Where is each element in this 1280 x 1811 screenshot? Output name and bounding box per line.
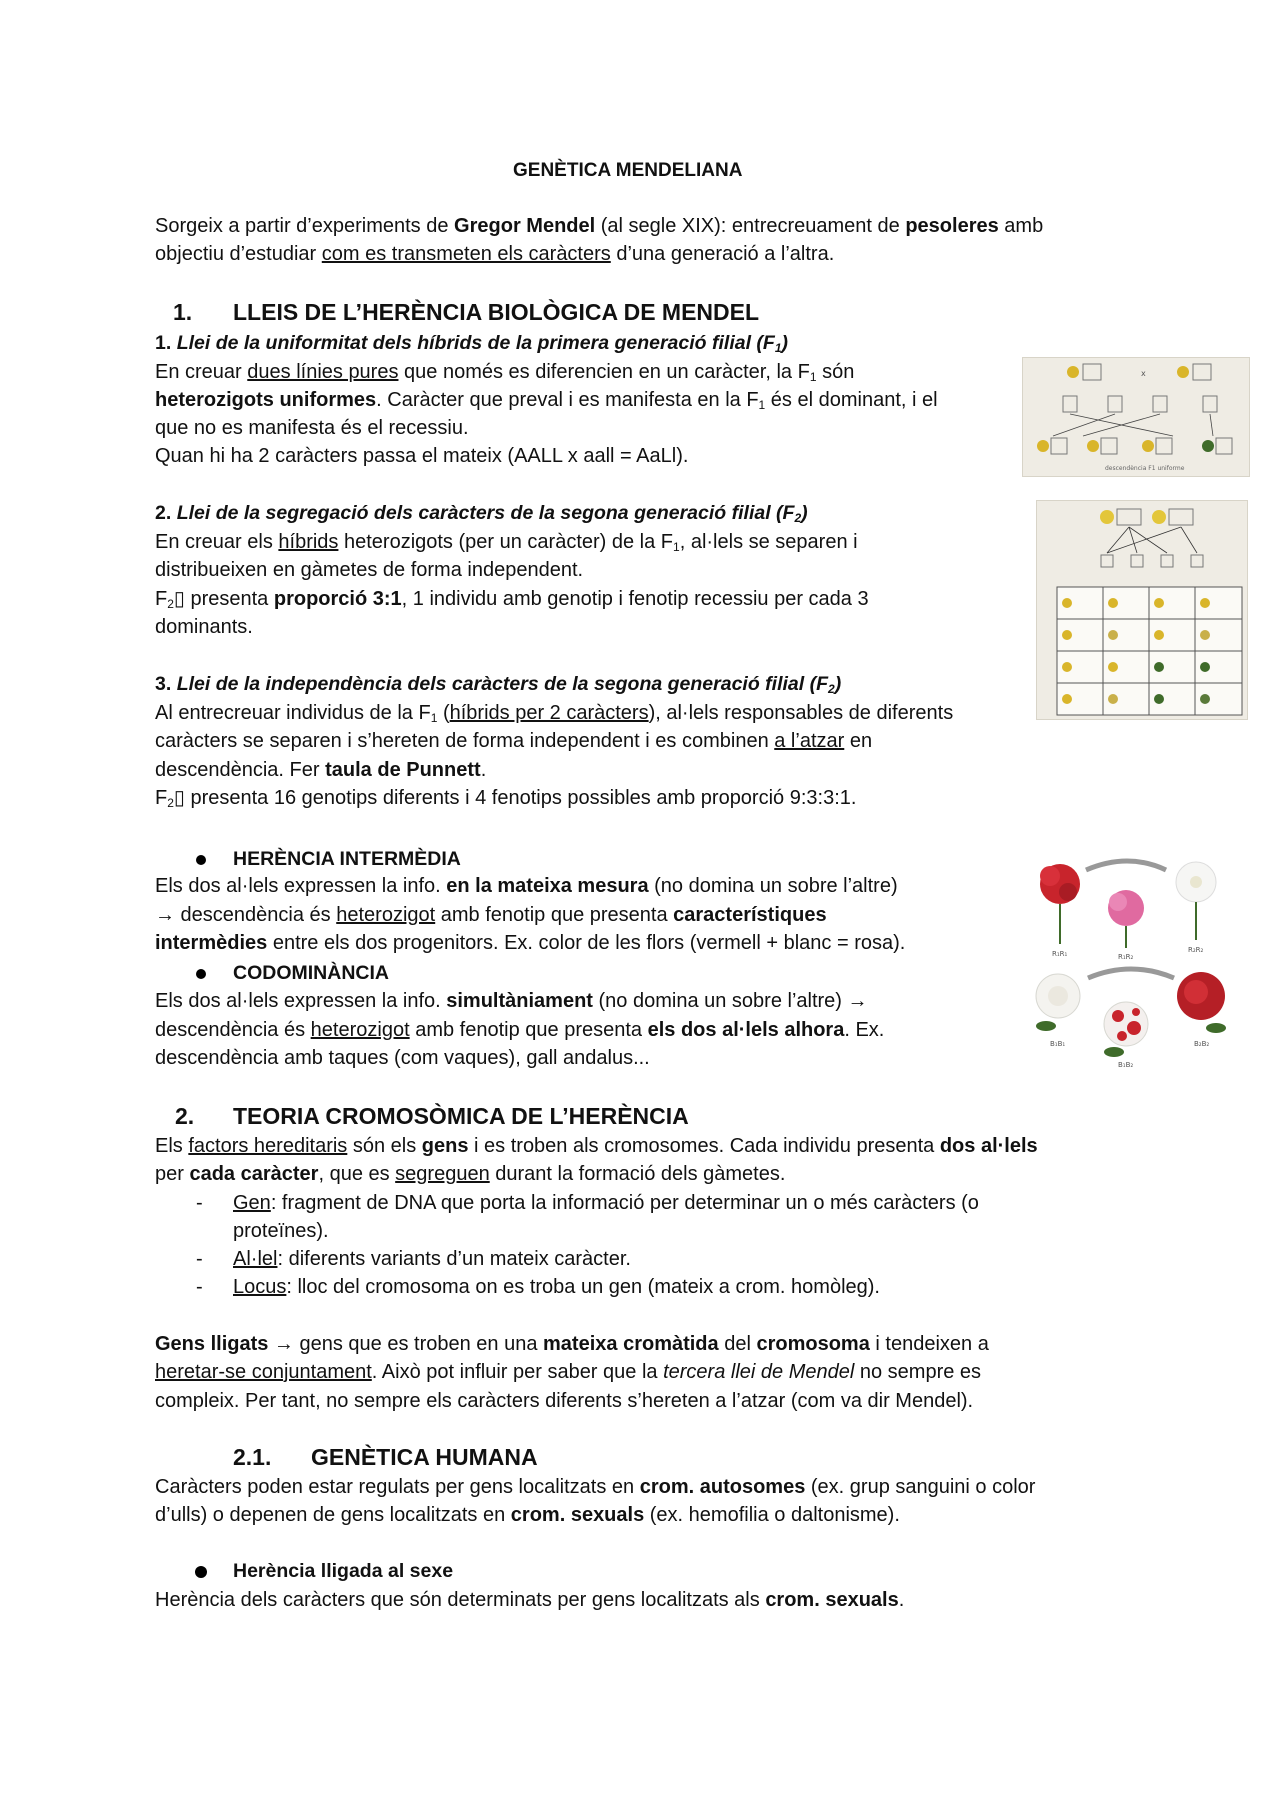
subsection-2-1-number: 2.1. [233,1444,272,1470]
bullet-icon [196,855,206,865]
intro-line-2: objectiu d’estudiar com es transmeten els caràcters d’una generació a l’altra. [155,243,835,265]
f1-cross-diagram [1023,358,1249,476]
law-1-line-1: En creuar dues línies pures que només es diferencien en un caràcter, la $F_1$ són [155,361,855,384]
svg-text:R₁R₁: R₁R₁ [1052,950,1068,958]
law-1-line-2: heterozigots uniformes. Caràcter que preval i es manifesta en la $F_1$ és el dominant, i el [155,389,938,412]
intermediate-heading: HERÈNCIA INTERMÈDIA [233,848,461,870]
human-line-2: d’ulls) o depenen de gens localitzats en crom. sexuals (ex. hemofilia o daltonisme). [155,1504,900,1526]
svg-text:B₁B₂: B₁B₂ [1118,1061,1134,1069]
law-1-line-4: Quan hi ha 2 caràcters passa el mateix (AALL x aall = AaLl). [155,445,689,467]
sex-linked-heading: Herència lligada al sexe [233,1560,454,1582]
codominance-line-3: descendència amb taques (com vaques), gall andalus... [155,1047,650,1069]
linked-genes-line-2: heretar-se conjuntament. Això pot influir per saber que la tercera llei de Mendel no sempre es [155,1361,982,1383]
intermediate-line-1: Els dos al·lels expressen la info. en la mateixa mesura (no domina un sobre l’altre) [155,875,898,897]
page-title: GENÈTICA MENDELIANA [513,160,743,181]
intermediate-line-2: → descendència és heterozigot amb fenotip que presenta característiques [155,904,827,926]
section-2-heading: TEORIA CROMOSÒMICA DE L’HERÈNCIA [233,1103,689,1129]
red-camellia-icon [1177,972,1226,1033]
punnett-grid [1057,587,1242,715]
punnett-diagram [1037,501,1247,719]
linked-genes-line-3: compleix. Per tant, no sempre els caràcters diferents s’hereten a l’atzar (com va dir Mendel). [155,1390,974,1412]
list-item-allele: Al·lel: diferents variants d’un mateix caràcter. [233,1248,631,1270]
svg-text:B₁B₁: B₁B₁ [1050,1040,1066,1048]
svg-text:x: x [1141,369,1146,378]
law-3-title: 3. Llei de la independència dels caràcters de la segona generació filial $(F_2)$ [155,673,842,696]
white-camellia-icon [1036,974,1080,1031]
figure-codominance-flowers [1026,966,1236,1070]
section-2-line-2: per cada caràcter, que es segreguen durant la formació dels gàmetes. [155,1163,786,1185]
law-1-title: 1. Llei de la uniformitat dels híbrids de la primera generació filial $(F_1)$ [155,332,789,355]
spotted-camellia-icon [1104,1002,1148,1057]
pink-flower-icon [1108,890,1144,948]
parent-yellow-pea-icon [1067,366,1079,378]
section-2-line-1: Els factors hereditaris són els gens i es troben als cromosomes. Cada individu presenta dos al·lels [155,1135,1038,1157]
list-item-locus: Locus: lloc del cromosoma on es troba un gen (mateix a crom. homòleg). [233,1276,880,1298]
law-1-line-3: que no es manifesta és el recessiu. [155,417,469,439]
codominance-line-1: Els dos al·lels expressen la info. simultàniament (no domina un sobre l’altre) → [155,990,868,1012]
intro-line-1: Sorgeix a partir d’experiments de Gregor Mendel (al segle XIX): entrecreuament de pesoleres amb [155,215,1044,237]
figure-f1-cross [1022,357,1250,477]
figure-punnett-square [1036,500,1248,720]
law-2-line-2: distribueixen en gàmetes de forma independent. [155,559,584,581]
svg-text:R₁R₂: R₁R₂ [1118,953,1134,960]
list-dash: - [196,1276,203,1298]
list-dash: - [196,1248,203,1270]
svg-text:R₂R₂: R₂R₂ [1188,946,1204,954]
section-2-number: 2. [175,1103,195,1129]
parent-green-pea-icon [1177,366,1189,378]
codominance-heading: CODOMINÀNCIA [233,962,389,984]
sex-linked-line-1: Herència dels caràcters que són determinats per gens localitzats als crom. sexuals. [155,1589,905,1611]
law-3-line-1: Al entrecreuar individus de la $F_1$ (híbrids per 2 caràcters), al·lels responsables de diferents [155,702,954,725]
codominance-line-2: descendència és heterozigot amb fenotip que presenta els dos al·lels alhora. Ex. [155,1019,885,1041]
figure-intermediate-flowers [1026,856,1230,960]
law-2-line-1: En creuar els híbrids heterozigots (per un caràcter) de la $F_1$, al·lels se separen i [155,531,858,554]
f1-caption: descendència F1 uniforme [1105,465,1185,472]
bullet-icon [195,1566,207,1578]
law-3-line-4: $F_2▯$ presenta 16 genotips diferents i 4 fenotips possibles amb proporció 9:3:3:1. [155,787,857,810]
svg-text:B₂B₂: B₂B₂ [1194,1040,1210,1048]
law-2-line-3: $F_2▯$ presenta proporció 3:1, 1 individu amb genotip i fenotip recessiu per cada 3 [155,588,869,611]
list-item-gen: Gen: fragment de DNA que porta la informació per determinar un o més caràcters (o [233,1192,979,1214]
law-3-line-2: caràcters se separen i s’hereten de forma independent i es combinen a l’atzar en [155,730,873,752]
linked-genes-line-1: Gens lligats → gens que es troben en una mateixa cromàtida del cromosoma i tendeixen a [155,1333,989,1355]
list-item-gen-cont: proteïnes). [233,1220,329,1242]
law-2-line-4: dominants. [155,616,253,638]
subsection-2-1-heading: GENÈTICA HUMANA [311,1444,538,1470]
section-1-number: 1. [173,299,193,325]
human-line-1: Caràcters poden estar regulats per gens localitzats en crom. autosomes (ex. grup sanguini o color [155,1476,1036,1498]
law-3-line-3: descendència. Fer taula de Punnett. [155,759,487,781]
intermediate-line-3: intermèdies entre els dos progenitors. Ex. color de les flors (vermell + blanc = rosa). [155,932,906,954]
white-flower-icon [1176,862,1216,940]
bullet-icon [196,969,206,979]
red-flower-icon [1040,864,1080,944]
section-1-heading: LLEIS DE L’HERÈNCIA BIOLÒGICA DE MENDEL [233,299,760,325]
list-dash: - [196,1192,203,1214]
law-2-title: 2. Llei de la segregació dels caràcters de la segona generació filial $(F_2)$ [155,502,808,525]
f1-pea-icon [1037,440,1049,452]
